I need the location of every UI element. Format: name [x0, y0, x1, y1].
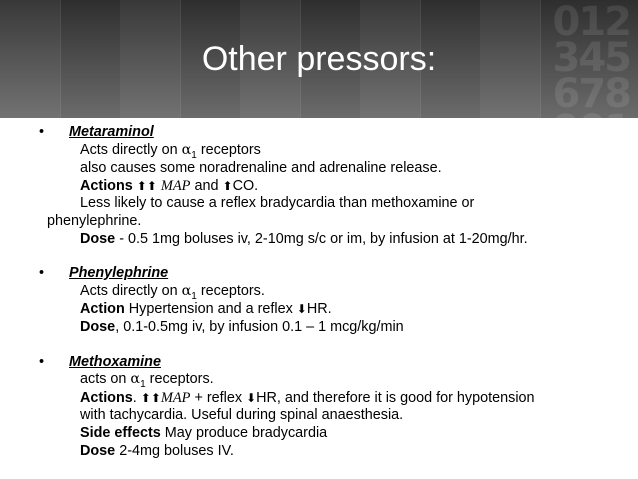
label-actions: Actions [80, 389, 133, 406]
text: Acts directly on [80, 141, 182, 158]
down-arrow-icon: ⬇ [296, 302, 307, 317]
slide-body [0, 124, 630, 460]
text-line [0, 178, 630, 196]
drug-name: Metaraminol [69, 124, 154, 140]
bullet-dot: • [39, 124, 45, 140]
text-line [0, 283, 630, 302]
text-line [0, 319, 630, 337]
label-actions: Actions [80, 177, 133, 194]
text: also causes some noradrenaline and adrenaline release. [80, 160, 442, 177]
alpha-symbol: α [130, 371, 141, 388]
subscript-1: 1 [191, 149, 197, 161]
label-dose: Dose [80, 442, 116, 459]
label-dose: Dose [80, 230, 116, 247]
text: + reflex [190, 389, 247, 406]
text-line [0, 443, 630, 461]
map-symbol: MAP [160, 389, 191, 406]
text: Acts directly on [80, 282, 182, 299]
text: Less likely to cause a reflex bradycardia than methoxamine or [80, 195, 475, 212]
text: receptors. [196, 282, 265, 299]
bullet-methoxamine [0, 354, 630, 372]
text-line [0, 425, 630, 443]
spacer [0, 248, 630, 265]
bullet-dot: • [39, 353, 45, 370]
text: with tachycardia. Useful during spinal anaesthesia. [80, 407, 404, 424]
text: HR, and therefore it is good for hypotension [256, 389, 535, 406]
drug-name: Methoxamine [69, 353, 161, 370]
bullet-dot: • [39, 265, 45, 282]
text: acts on [80, 371, 131, 388]
text: phenylephrine. [47, 212, 142, 229]
text-line [0, 213, 630, 231]
text-line [0, 195, 630, 213]
map-symbol: MAP [160, 177, 191, 194]
text-line [0, 142, 630, 161]
text: and [190, 177, 223, 194]
text-line [0, 407, 630, 425]
text: . [132, 389, 141, 406]
label-dose: Dose [80, 318, 116, 335]
text: May produce bradycardia [160, 424, 328, 441]
text: receptors [196, 141, 261, 158]
label-action: Action [80, 301, 125, 318]
text-line [0, 371, 630, 390]
label-side-effects: Side effects [80, 424, 161, 441]
drug-name: Phenylephrine [69, 265, 169, 282]
up-arrow-icon: ⬆ [136, 178, 147, 193]
down-arrow-icon: ⬇ [246, 390, 257, 405]
spacer [0, 337, 630, 354]
text-line [0, 160, 630, 178]
up-arrow-icon: ⬆ [140, 390, 151, 405]
text-line [0, 390, 630, 408]
text: 2-4mg boluses IV. [115, 442, 234, 459]
text: HR. [306, 301, 332, 318]
text: , 0.1-0.5mg iv, by infusion 0.1 – 1 mcg/kg/min [115, 318, 404, 335]
bullet-phenylephrine [0, 265, 630, 283]
up-arrow-icon: ⬆ [150, 390, 161, 405]
text: CO. [232, 177, 259, 194]
text: Hypertension and a reflex [124, 301, 297, 318]
up-arrow-icon: ⬆ [222, 178, 233, 193]
text-line [0, 301, 630, 319]
header-watermark-digits: 0123456789012 [552, 0, 630, 189]
text: receptors. [145, 371, 214, 388]
text: - 0.5 1mg boluses iv, 2-10mg s/c or im, by infusion at 1-20mg/hr. [115, 230, 528, 247]
subscript-1: 1 [140, 379, 146, 391]
up-arrow-icon: ⬆ [146, 178, 157, 193]
alpha-symbol: α [181, 282, 192, 299]
alpha-symbol: α [181, 141, 192, 158]
subscript-1: 1 [191, 290, 197, 302]
slide-title: Other pressors: [201, 40, 437, 78]
bullet-metaraminol [0, 124, 630, 142]
text-line [0, 231, 630, 249]
